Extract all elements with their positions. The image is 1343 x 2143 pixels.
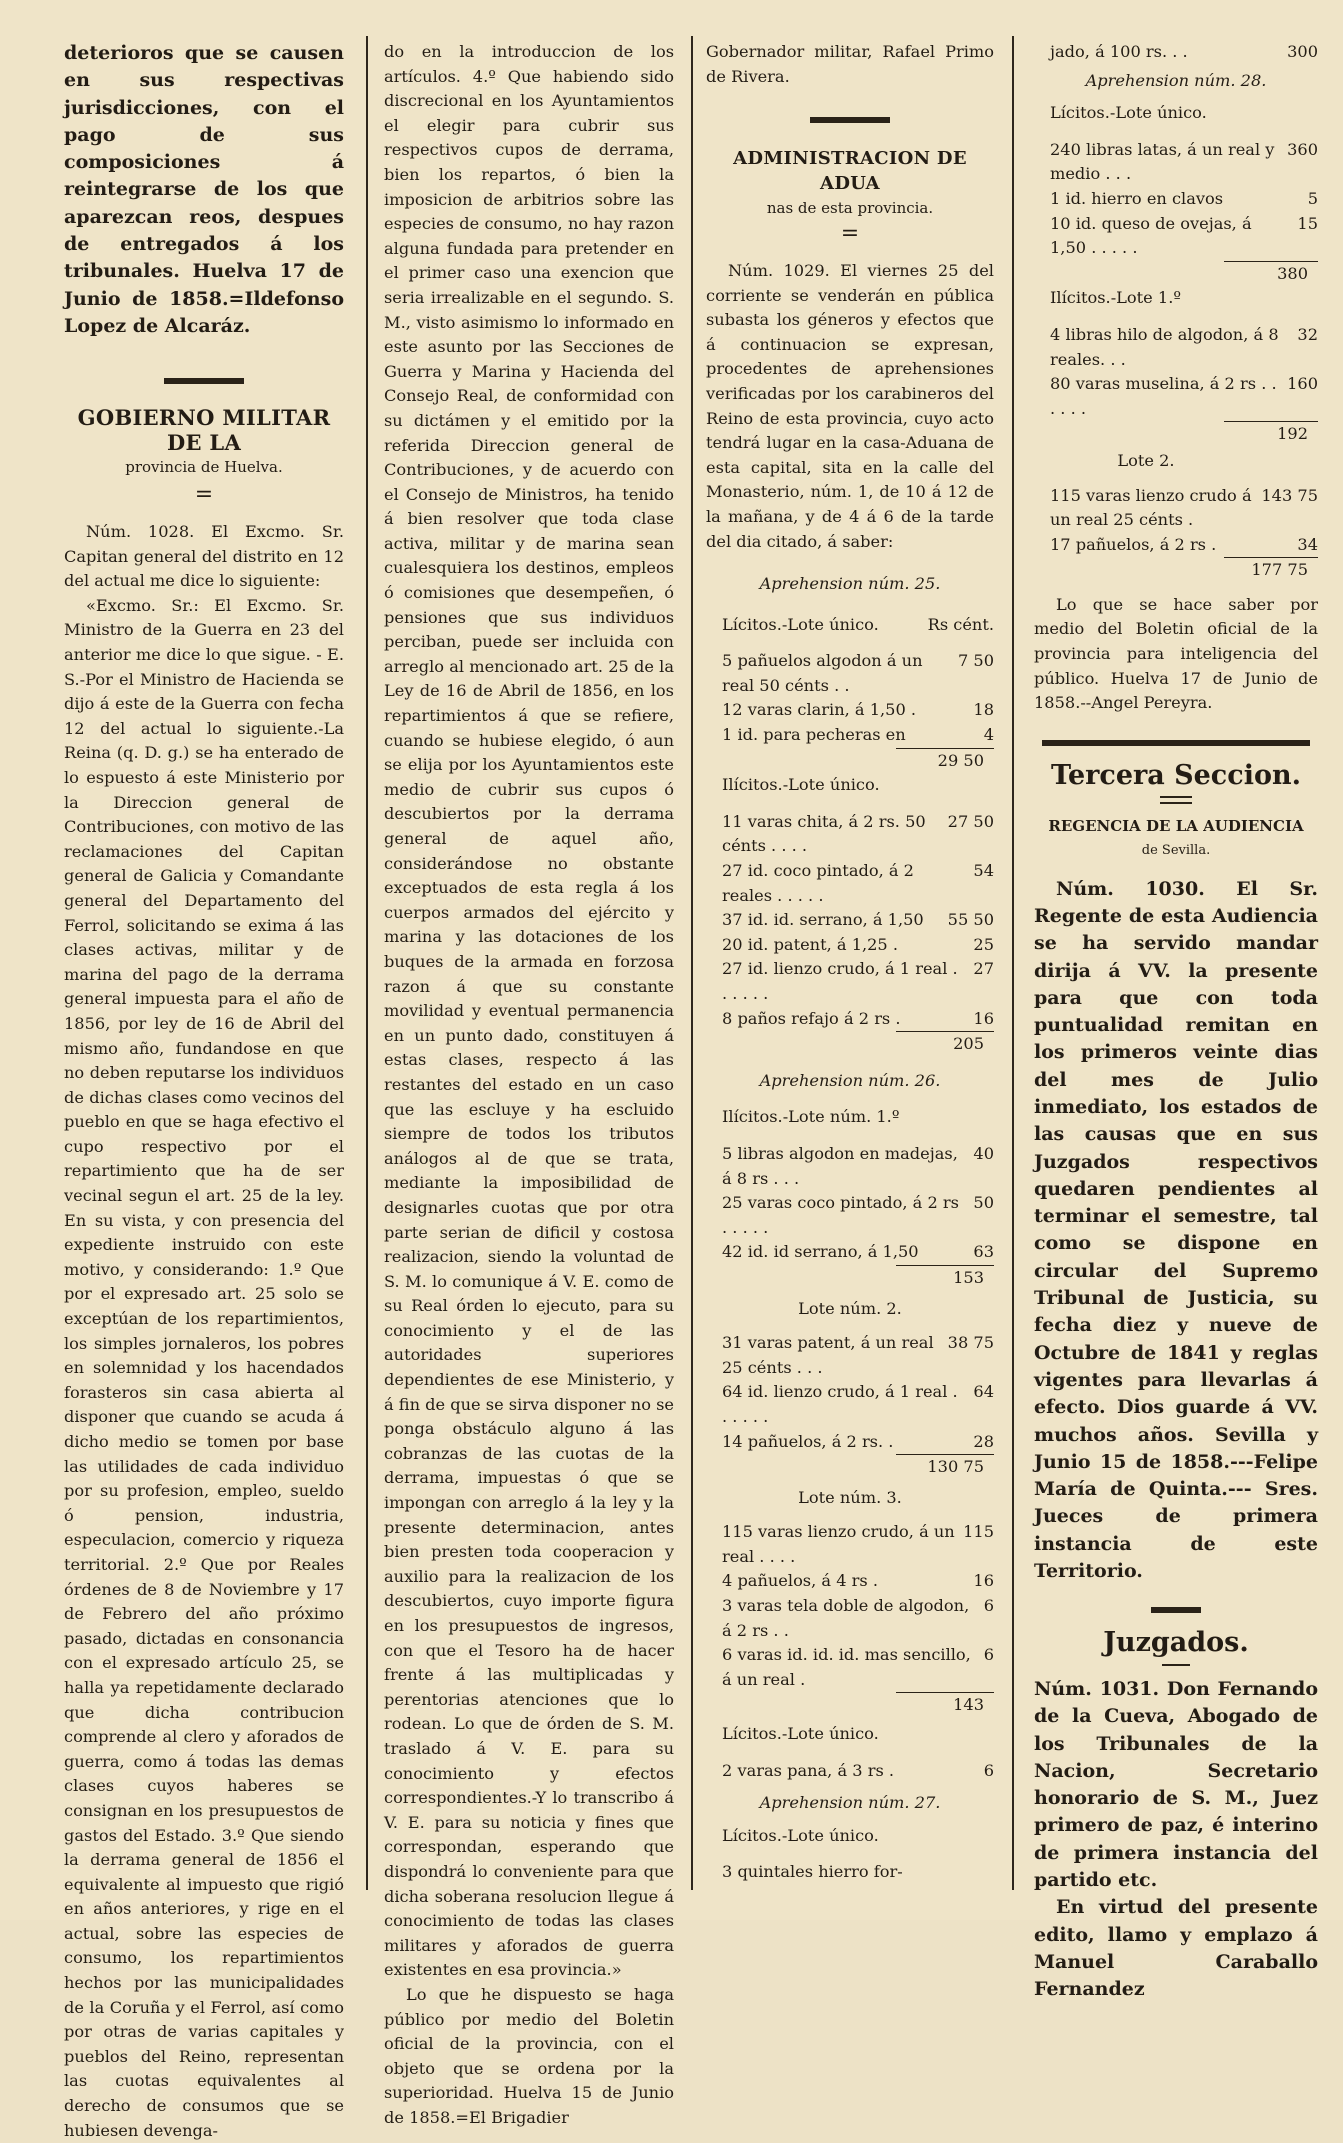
item-text: 3 varas tela doble de algodon, á 2 rs . . [722, 1596, 970, 1640]
item-text: 115 varas lienzo crudo, á un real . . . . [722, 1522, 955, 1566]
item-text: 27 id. lienzo crudo, á 1 real . . . . . . [722, 959, 958, 1003]
list-item [706, 957, 994, 1006]
item-text: 64 id. lienzo crudo, á 1 real . . . . . . [722, 1382, 958, 1426]
lot-label [706, 773, 994, 798]
lot-3-heading: Lote núm. 3. [798, 1487, 902, 1507]
list-item [706, 1331, 994, 1380]
column-3 [706, 40, 994, 1885]
column-rule-1 [366, 36, 368, 1890]
lot-label-text: Ilícitos.-Lote único. [722, 775, 880, 795]
item-value: 160 [1287, 374, 1318, 394]
item-text: 2 varas pana, á 3 rs . [722, 1760, 895, 1780]
item-value: 15 [1297, 213, 1318, 233]
list-item [1034, 484, 1318, 533]
list-item [706, 1142, 994, 1191]
aprehension-26-heading: Aprehension núm. 26. [759, 1070, 941, 1090]
section-heading-administracion: ADMINISTRACION DE ADUA [733, 148, 967, 194]
item-text: 8 paños refajo á 2 rs . [722, 1008, 901, 1028]
section-heading-gobierno: GOBIERNO MILITAR DE LA [77, 405, 331, 455]
notice-1029-body: Núm. 1029. El viernes 25 del corriente se venderán en pública subasta los géneros y efectos que á continuacion se expresan, procedentes de aprehensiones verificadas por los carabineros del Reino de esta provincia, cuyo acto tendrá lugar en la casa-Aduana de esta capital, sita en la calle del Monasterio, núm. 1, de 10 á 12 de la mañana, y de 4 á 6 de la tarde del dia citado, á saber: [706, 260, 994, 551]
item-text: 5 pañuelos algodon á un real 50 cénts . . [722, 651, 923, 695]
section-divider [810, 117, 890, 123]
item-value: 143 75 [1261, 485, 1318, 505]
list-item [706, 1569, 994, 1594]
item-text: 17 pañuelos, á 2 rs . [1050, 534, 1217, 554]
section-divider [1042, 740, 1310, 746]
section-heading-tercera: Tercera Seccion. [1051, 759, 1301, 791]
item-value: 16 [973, 1008, 994, 1028]
double-rule-ornament [1160, 796, 1192, 804]
lot-label-text: Ilícitos.-Lote 1.º [1050, 288, 1181, 308]
list-item [706, 1860, 994, 1885]
item-value: 6 [983, 1760, 994, 1780]
item-value: 28 [973, 1431, 994, 1451]
item-text: 25 varas coco pintado, á 2 rs . . . . . [722, 1193, 959, 1237]
subtotal: 177 75 [1224, 557, 1318, 583]
notice-1028-body: «Excmo. Sr.: El Excmo. Sr. Ministro de la Guerra en 23 del anterior me dice lo que sigue. - E. S.-Por el Ministro de Hacienda se dijo á este de la Guerra con fecha 12 del actual lo siguiente.-La Reina (q. D. g.) se ha enterado de lo espuesto á este Ministerio por la Direccion general de Contribuciones, con motivo de las reclamaciones del Capitan general de Galicia y Comandante general del Departamento del Ferrol, solicitando se exima á las clases activas, militar y de marina del pago de la derrama general impuesta para el año de 1856, por ley de 16 de Abril del mismo año, fundandose en que no deben reputarse los individuos de dichas clases como vecinos del pueblo en que se haga efectivo el cupo respectivo por el repartimiento que ha de ser vecinal segun el art. 25 de la ley. En su vista, y con presencia del expediente instruido con este motivo, y considerando: 1.º Que por el expresado art. 25 solo se exceptúan de los repartimientos, los simples jornaleros, los pobres en solemnidad y los hacendados forasteros sin casa abierta al disponer que cuando se acuda á dicho medio se tomen por base las utilidades de cada individuo por su profesion, empleo, sueldo ó pension, industria, especulacion, comercio y riqueza territorial. 2.º Que por Reales órdenes de 8 de Noviembre y 17 de Febrero del año próximo pasado, dictadas en consonancia con el expresado artículo 25, se halla ya repetidamente declarado que dicha contribucion comprende al clero y aforados de guerra, como á todas las demas clases cuyos haberes se consignan en los presupuestos de gastos del Estado. 3.º Que siendo la derrama general de 1856 el equivalente al impuesto que rigió en años anteriores, y rige en el actual, sobre las especies de consumo, los repartimientos hechos por las municipalidades de la Coruña y el Ferrol, así como por otras de varias capitales y pueblos del Reino, representan las cuotas equivalentes al derecho de consumos que se hubiesen devenga- [64, 595, 344, 2140]
item-value: 360 [1287, 139, 1318, 159]
list-item [1034, 212, 1318, 261]
item-text: 37 id. id. serrano, á 1,50 [722, 910, 924, 930]
list-item [1034, 533, 1318, 558]
notice-1028-closing: Lo que he dispuesto se haga público por medio del Boletin oficial de la provincia, con el objeto que se ordena por la superioridad. Huelva 15 de Junio de 1858.=El Brigadier [384, 1984, 674, 2127]
section-subheading: nas de esta provincia. [766, 199, 934, 218]
lot-label [1034, 286, 1318, 311]
list-item [706, 1520, 994, 1569]
aprehension-25-heading: Aprehension núm. 25. [759, 574, 941, 594]
item-value: 50 [973, 1193, 994, 1213]
item-value: 6 [983, 1596, 994, 1616]
section-heading-regencia: REGENCIA DE LA AUDIENCIA [1048, 817, 1304, 836]
item-value: 115 [963, 1522, 994, 1542]
subtotal: 130 75 [896, 1454, 994, 1480]
notice-1031-body: En virtud del presente edito, llamo y emplazo á Manuel Caraballo Fernandez [1034, 1896, 1318, 2001]
item-value: 4 [983, 725, 994, 745]
lot-2-heading: Lote núm. 2. [798, 1298, 902, 1318]
list-item [706, 1759, 994, 1784]
item-value: 64 [973, 1382, 994, 1402]
signature-gobernador: Gobernador militar, Rafael Primo de Rivera. [706, 42, 994, 86]
column-1 [64, 40, 344, 2143]
section-heading-juzgados: Juzgados. [1103, 1627, 1249, 1659]
section-subheading: de Sevilla. [1141, 843, 1211, 859]
lot-label-text: Ilícitos.-Lote núm. 1.º [722, 1107, 900, 1127]
list-item [706, 908, 994, 933]
item-value: 63 [973, 1242, 994, 1262]
list-item [706, 1430, 994, 1455]
item-value: 27 50 [947, 811, 994, 831]
notice-1028-continued: do en la introduccion de los artículos. 4.º Que habiendo sido discrecional en los Ayuntamientos el elegir para cubrir sus respectivos cupos de derrama, bien los repartos, ó bien la imposicion de arbitrios sobre las especies de consumo, no hay razon alguna fundada para pretender en el primer caso una exencion que seria irrealizable en el segundo. S. M., visto asimismo lo informado en este asunto por las Secciones de Guerra y Marina y Hacienda del Consejo Real, de conformidad con su dictámen y el emitido por la referida Direccion general de Contribuciones, y de acuerdo con el Consejo de Ministros, ha tenido á bien resolver que toda clase activa, militar y de marina sean cualesquiera los destinos, empleos ó comisiones que desempeñen, ó pensiones que sus individuos perciban, puede ser incluida con arreglo al mencionado art. 25 de la Ley de 16 de Abril de 1856, en los repartimientos á que se refiere, cuando se hubiese elegido, ó aun se elija por los Ayuntamientos este medio de cubrir sus cupos ó descubiertos por la derrama general de aquel año, considerándose no obstante exceptuados de esta regla á los cuerpos armados del ejército y marina y las dotaciones de los buques de la armada en forzosa razon á que su constante movilidad y eventual permanencia en un punto dado, constituyen á estas clases, respecto á las restantes del estado en un caso que las escluye y ha escluido siempre de todos los tributos análogos al de que se trata, mediante la imposibilidad de designarles cuotas que por otra parte serian de dificil y costosa realizacion, siendo la voluntad de S. M. lo comunique á V. E. como de su Real órden lo ejecuto, para su conocimiento y el de las autoridades superiores dependientes de ese Ministerio, y á fin de que se sirva disponer no se ponga obstáculo alguno á las cobranzas de las cuotas de la derrama, impuestas ó que se impongan con arreglo á la ley y la presente determinacion, antes bien presten toda cooperacion y auxilio para la realizacion de los descubiertos, cuyo importe figura en los presupuestos de ingresos, con que el Tesoro ha de hacer frente á las multiplicadas y perentorias atenciones que lo rodean. Lo que de órden de S. M. traslado á V. E. para su conocimiento y efectos correspondientes.-Y lo transcribo á V. E. para su noticia y fines que correspondan, esperando que dispondrá lo conveniente para que dicha soberana resolucion llegue á conocimiento de todas las clases militares y aforados de guerra existentes en esa provincia.» [384, 42, 675, 1980]
list-header [706, 613, 994, 638]
item-text: 1 id. hierro en clavos [1050, 188, 1224, 208]
item-value: 7 50 [957, 651, 994, 671]
list-item [706, 1380, 994, 1429]
item-text: 3 quintales hierro for- [722, 1862, 903, 1882]
list-item [706, 698, 994, 723]
list-item [706, 1007, 994, 1032]
column-2 [384, 40, 674, 2130]
item-text: 27 id. coco pintado, á 2 reales . . . . . [722, 861, 914, 905]
notice-1029-closing: Lo que se hace saber por medio del Boletin oficial de la provincia para inteligencia del público. Huelva 17 de Junio de 1858.--Angel Pereyra. [1034, 594, 1318, 713]
item-value: 55 50 [947, 910, 994, 930]
lot-label [706, 1722, 994, 1747]
item-text: 14 pañuelos, á 2 rs. . [722, 1431, 894, 1451]
lot-label-text: Lícitos.-Lote único. [1050, 103, 1207, 123]
lot-2-heading: Lote 2. [1117, 450, 1175, 470]
item-text: 1 id. para pecheras en [722, 725, 906, 745]
subtotal: 143 [896, 1692, 994, 1718]
section-divider [164, 378, 244, 384]
notice-1031-intro: Núm. 1031. Don Fernando de la Cueva, Abogado de los Tribunales de la Nacion, Secretario honorario de S. M., Juez primero de paz, é interino de primera instancia del partido etc. [1034, 1677, 1318, 1892]
subtotal: 192 [1224, 421, 1318, 447]
item-text: 6 varas id. id. id. mas sencillo, á un real . [722, 1645, 971, 1689]
section-divider [1151, 1607, 1201, 1613]
item-text: 4 libras hilo de algodon, á 8 reales. . . [1050, 324, 1279, 369]
item-text: 5 libras algodon en madejas, á 8 rs . . . [722, 1143, 958, 1188]
item-value: 38 75 [947, 1333, 994, 1353]
equals-ornament: = [194, 482, 214, 508]
item-text: 4 pañuelos, á 4 rs . [722, 1571, 878, 1591]
subtotal: 205 [896, 1031, 994, 1057]
equals-ornament: = [840, 220, 860, 246]
item-value: 34 [1297, 534, 1318, 554]
section-subheading: provincia de Huelva. [125, 458, 283, 477]
list-item [706, 723, 994, 748]
list-item [706, 933, 994, 958]
item-text: 12 varas clarin, á 1,50 . [722, 700, 917, 720]
notice-1028-intro: Núm. 1028. El Excmo. Sr. Capitan general del distrito en 12 del actual me dice lo siguiente: [64, 522, 344, 591]
item-text: 31 varas patent, á un real 25 cénts . . . [722, 1333, 934, 1377]
list-item [706, 1240, 994, 1265]
list-item [706, 1191, 994, 1240]
item-text: 11 varas chita, á 2 rs. 50 cénts . . . . [722, 811, 926, 856]
item-value: 18 [973, 700, 994, 720]
closing-paragraph: deterioros que se causen en sus respectivas jurisdicciones, con el pago de sus composiciones á reintegrarse de los que aparezcan reos, despues de entregados á los tribunales. Huelva 17 de Junio de 1858.=Ildefonso Lopez de Alcaráz. [64, 42, 344, 337]
item-text: 20 id. patent, á 1,25 . [722, 934, 899, 954]
item-value: 54 [973, 861, 994, 881]
item-value: 25 [973, 934, 994, 954]
notice-1030-body: Núm. 1030. El Sr. Regente de esta Audiencia se ha servido mandar dirija á VV. la presente para que con toda puntualidad remitan en los primeros veinte dias del mes de Julio inmediato, los estados de las causas que en sus Juzgados respectivos quedaren pendientes al terminar el semestre, tal como se dispone en circular del Supremo Tribunal de Justicia, su fecha diez y nueve de Octubre de 1841 y reglas vigentes para llevarlas á efecto. Dios guarde á VV. muchos años. Sevilla y Junio 15 de 1858.---Felipe María de Quinta.--- Sres. Jueces de primera instancia de este Territorio. [1034, 877, 1318, 1583]
column-rule-2 [691, 36, 693, 1890]
subtotal: 380 [1224, 261, 1318, 287]
item-value: 6 [983, 1645, 994, 1665]
list-item [706, 1594, 994, 1643]
lot-label [706, 1105, 994, 1130]
double-rule-ornament [1162, 1664, 1190, 1666]
item-text: jado, á 100 rs. . . [1050, 42, 1188, 61]
lot-label [706, 1824, 994, 1849]
column-rule-3 [1012, 36, 1014, 1890]
item-text: 10 id. queso de ovejas, á 1,50 . . . . . [1050, 213, 1252, 258]
column-4 [1034, 40, 1318, 2004]
lot-label: Lícitos.-Lote único. [722, 614, 879, 634]
item-text: 80 varas muselina, á 2 rs . . . . . . [1050, 374, 1277, 418]
item-value: 300 [1287, 42, 1318, 61]
item-text: 240 libras latas, á un real y medio . . . [1050, 139, 1275, 184]
subtotal: 153 [896, 1265, 994, 1291]
lot-label-text: Lícitos.-Lote único. [722, 1724, 879, 1744]
column-header-rs-cent: Rs cént. [927, 614, 994, 634]
item-text: 115 varas lienzo crudo á un real 25 cénts . [1050, 485, 1252, 530]
list-item [1034, 372, 1318, 421]
aprehension-27-heading: Aprehension núm. 27. [759, 1793, 941, 1813]
lot-label [1034, 101, 1318, 126]
list-item [1034, 187, 1318, 212]
item-value: 27 [973, 959, 994, 979]
lot-label-text: Lícitos.-Lote único. [722, 1825, 879, 1845]
item-value: 5 [1307, 188, 1318, 208]
item-text: 42 id. id serrano, á 1,50 [722, 1242, 919, 1262]
item-value: 16 [973, 1571, 994, 1591]
list-item [1034, 40, 1318, 65]
list-item [1034, 138, 1318, 187]
item-value: 40 [973, 1143, 994, 1163]
subtotal: 29 50 [896, 748, 994, 774]
list-item [706, 810, 994, 859]
list-item [1034, 323, 1318, 372]
list-item [706, 649, 994, 698]
item-value: 32 [1297, 324, 1318, 344]
aprehension-28-heading: Aprehension núm. 28. [1085, 70, 1267, 90]
list-item [706, 859, 994, 908]
list-item [706, 1643, 994, 1692]
